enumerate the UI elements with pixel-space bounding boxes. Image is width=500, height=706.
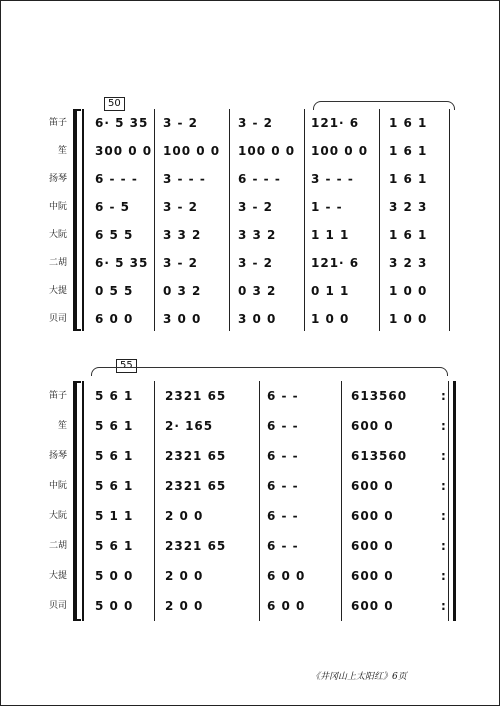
instrument-label: 贝司 — [48, 601, 67, 611]
measure: 3 - 2 — [163, 200, 199, 214]
measure: 100 0 0 — [311, 144, 369, 158]
measure: 121· 6 — [311, 256, 360, 270]
measure: 3 0 0 — [238, 312, 277, 326]
measure: 0 1 1 — [311, 284, 350, 298]
instrument-label: 中阮 — [48, 481, 67, 491]
measure: 5 6 1 — [95, 449, 134, 463]
rehearsal-mark: 50 — [104, 97, 125, 111]
score-system-1 — [1, 97, 500, 331]
instrument-row — [1, 193, 500, 221]
measure: 6 0 0 — [267, 599, 306, 613]
repeat-sign: : — [441, 449, 446, 463]
instrument-label: 大提 — [48, 571, 67, 581]
measure: 600 0 — [351, 479, 394, 493]
instrument-label: 二胡 — [48, 258, 67, 268]
instrument-row — [1, 221, 500, 249]
measure: 3 - - - — [311, 172, 354, 186]
measure: 2321 65 — [165, 389, 227, 403]
measure: 1 0 0 — [389, 284, 428, 298]
measure: 0 5 5 — [95, 284, 134, 298]
measure: 6 - - - — [95, 172, 138, 186]
measure: 1 0 0 — [311, 312, 350, 326]
instrument-row — [1, 501, 500, 531]
measure: 5 1 1 — [95, 509, 134, 523]
measure: 3 - 2 — [238, 116, 274, 130]
measure: 2 0 0 — [165, 599, 204, 613]
measure: 2321 65 — [165, 539, 227, 553]
measure: 3 3 2 — [163, 228, 202, 242]
measure: 2 0 0 — [165, 509, 204, 523]
measure: 5 0 0 — [95, 569, 134, 583]
measure: 6 - - — [267, 479, 299, 493]
repeat-sign: : — [441, 599, 446, 613]
measure: 600 0 — [351, 569, 394, 583]
measure: 3 2 3 — [389, 256, 428, 270]
repeat-sign: : — [441, 479, 446, 493]
instrument-label: 笛子 — [48, 118, 67, 128]
measure: 3 - 2 — [163, 116, 199, 130]
measure: 600 0 — [351, 419, 394, 433]
instrument-label: 二胡 — [48, 541, 67, 551]
measure: 5 0 0 — [95, 599, 134, 613]
measure: 6· 5 35 — [95, 116, 149, 130]
repeat-sign: : — [441, 419, 446, 433]
instrument-row — [1, 471, 500, 501]
instrument-label: 中阮 — [48, 202, 67, 212]
instrument-row — [1, 137, 500, 165]
measure: 6 - - — [267, 389, 299, 403]
instrument-row — [1, 165, 500, 193]
measure: 0 3 2 — [238, 284, 277, 298]
measure: 3 2 3 — [389, 200, 428, 214]
measure: 3 0 0 — [163, 312, 202, 326]
measure: 6 - - - — [238, 172, 281, 186]
measure: 6 - - — [267, 539, 299, 553]
instrument-label: 笛子 — [48, 391, 67, 401]
instrument-label: 大阮 — [48, 511, 67, 521]
repeat-sign: : — [441, 509, 446, 523]
instrument-row — [1, 531, 500, 561]
measure: 121· 6 — [311, 116, 360, 130]
instrument-label: 大阮 — [48, 230, 67, 240]
instrument-label: 贝司 — [48, 314, 67, 324]
measure: 613560 — [351, 389, 408, 403]
measure: 3 - 2 — [238, 256, 274, 270]
instrument-label: 扬琴 — [48, 451, 67, 461]
instrument-row — [1, 109, 500, 137]
measure: 6 - - — [267, 449, 299, 463]
measure: 1 - - — [311, 200, 343, 214]
measure: 2321 65 — [165, 479, 227, 493]
page-footer: 《井冈山上太阳红》6页 — [311, 672, 407, 682]
measure: 1 6 1 — [389, 172, 428, 186]
measure: 3 - - - — [163, 172, 206, 186]
instrument-row — [1, 249, 500, 277]
rehearsal-mark: 55 — [116, 359, 137, 373]
measure: 2· 165 — [165, 419, 214, 433]
measure: 5 6 1 — [95, 539, 134, 553]
measure: 100 0 0 — [238, 144, 296, 158]
measure: 600 0 — [351, 539, 394, 553]
instrument-label: 笙 — [57, 421, 67, 431]
measure: 5 6 1 — [95, 479, 134, 493]
instrument-row — [1, 305, 500, 333]
measure: 6 0 0 — [267, 569, 306, 583]
score-system-2 — [1, 359, 500, 621]
instrument-row — [1, 277, 500, 305]
measure: 2 0 0 — [165, 569, 204, 583]
measure: 6 - - — [267, 509, 299, 523]
measure: 3 - 2 — [163, 256, 199, 270]
measure: 6· 5 35 — [95, 256, 149, 270]
instrument-label: 扬琴 — [48, 174, 67, 184]
repeat-sign: : — [441, 569, 446, 583]
measure: 1 6 1 — [389, 228, 428, 242]
measure: 300 0 0 — [95, 144, 153, 158]
repeat-sign: : — [441, 539, 446, 553]
instrument-row — [1, 441, 500, 471]
instrument-row — [1, 591, 500, 621]
measure: 1 6 1 — [389, 144, 428, 158]
measure: 2321 65 — [165, 449, 227, 463]
measure: 6 0 0 — [95, 312, 134, 326]
measure: 1 0 0 — [389, 312, 428, 326]
instrument-row — [1, 411, 500, 441]
measure: 600 0 — [351, 599, 394, 613]
measure: 0 3 2 — [163, 284, 202, 298]
repeat-sign: : — [441, 389, 446, 403]
measure: 6 - - — [267, 419, 299, 433]
measure: 6 - 5 — [95, 200, 131, 214]
slur — [91, 367, 448, 376]
measure: 600 0 — [351, 509, 394, 523]
measure: 3 - 2 — [238, 200, 274, 214]
instrument-label: 大提 — [48, 286, 67, 296]
measure: 1 6 1 — [389, 116, 428, 130]
instrument-row — [1, 561, 500, 591]
measure: 1 1 1 — [311, 228, 350, 242]
instrument-label: 笙 — [57, 146, 67, 156]
measure: 100 0 0 — [163, 144, 221, 158]
measure: 6 5 5 — [95, 228, 134, 242]
measure: 613560 — [351, 449, 408, 463]
measure: 5 6 1 — [95, 389, 134, 403]
measure: 5 6 1 — [95, 419, 134, 433]
instrument-row — [1, 381, 500, 411]
measure: 3 3 2 — [238, 228, 277, 242]
